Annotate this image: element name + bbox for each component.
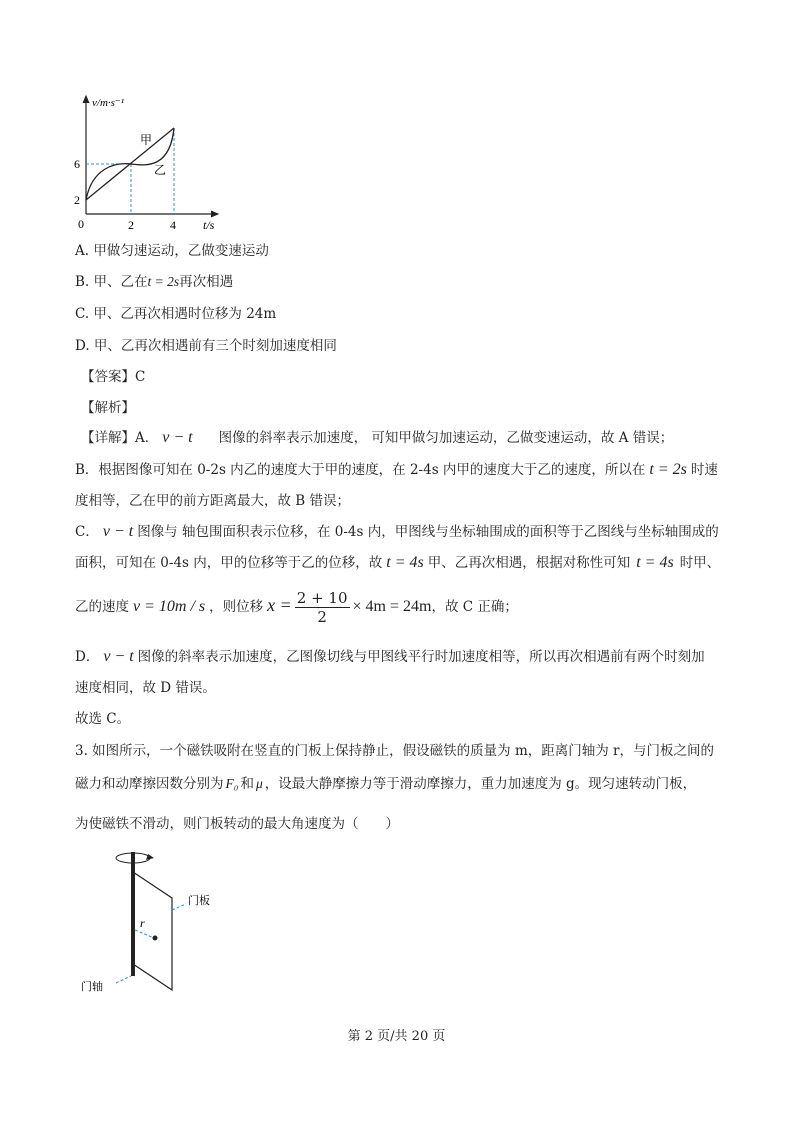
q3-line2: 磁力和动摩擦因数分别为 F₀ 和 μ ，设最大静摩擦力等于滑动摩擦力，重力加速度为 g。现匀速转动门板， [75, 776, 697, 792]
option-d: D. 甲、乙再次相遇前有三个时刻加速度相同 [75, 338, 337, 354]
x-tick-4: 4 [170, 218, 176, 232]
r-label: r [140, 916, 145, 930]
detail-choose: 故选 C。 [75, 711, 131, 727]
detail-c-line2: 面积，可知在 0-4s 内，甲的位移等于乙的位移，故 t = 4s 甲、乙再次相遇，根据对称性可知 t = 4s 时甲、 [75, 554, 721, 571]
origin-label: 0 [78, 217, 84, 231]
detail-b-line2: 度相等，乙在甲的前方距离最大，故 B 错误； [75, 493, 351, 509]
r-dash [135, 930, 154, 938]
answer-value: C [135, 369, 146, 385]
q3-line1: 3. 如图所示，一个磁铁吸附在竖直的门板上保持静止，假设磁铁的质量为 m，距离门轴为 r，与门板之间的 [75, 743, 715, 759]
x-tick-2: 2 [128, 218, 134, 232]
vt-graph [70, 88, 230, 238]
curve-label-jia: 甲 [140, 133, 153, 147]
y-tick-6: 6 [74, 157, 80, 171]
option-c: C. 甲、乙再次相遇时位移为 24m [75, 306, 277, 322]
detail-a: 【详解】A． v − t 图像的斜率表示加速度， 可知甲做匀加速运动，乙做变速运动，故 A 错误； [81, 429, 674, 446]
option-a: A. 甲做匀速运动，乙做变速运动 [75, 243, 269, 259]
x-axis-label: t/s [203, 218, 215, 232]
page-footer: 第 2 页/共 20 页 [347, 1029, 446, 1044]
panel-leader [172, 904, 186, 910]
detail-d-line1: D． v − t 图像的斜率表示加速度，乙图像切线与甲图线平行时加速度相等，所以再次相遇前有两个时刻加 [75, 648, 705, 665]
q3-line3: 为使磁铁不滑动，则门板转动的最大角速度为（ ） [75, 816, 399, 832]
y-tick-2: 2 [74, 193, 80, 207]
detail-b-line1: B．根据图像可知在 0-2s 内乙的速度大于甲的速度，在 2-4s 内甲的速度大于乙的速度，所以在 t = 2s 时速 [75, 461, 718, 478]
curve-label-yi: 乙 [154, 163, 167, 177]
axis-leader [116, 976, 131, 983]
panel-label: 门板 [188, 895, 210, 907]
option-b: B. 甲、乙在t = 2s再次相遇 [75, 274, 234, 290]
fraction: $\frac{2 + 10}{2}$ [296, 589, 348, 626]
detail-c-line1: C． v − t 图像与 轴包围面积表示位移，在 0-4s 内，甲图线与坐标轴围成的面积等于乙图线与坐标轴围成的 [75, 523, 719, 540]
answer-label: 【答案】 [81, 369, 135, 385]
y-axis-label: v/m·s⁻¹ [92, 97, 125, 109]
analysis-label: 【解析】 [81, 400, 135, 416]
door-panel [133, 872, 172, 990]
door-figure [74, 848, 234, 998]
option-b-math: t = 2s [147, 274, 180, 289]
axis-label: 门轴 [81, 981, 103, 993]
detail-c-line3: 乙的速度 v = 10m / s ，则位移 x = $\frac{2 + 10}{2}$ × 4m = 24m，故 C 正确； [75, 589, 518, 626]
answer [81, 367, 145, 387]
detail-d-line2: 速度相同，故 D 错误。 [75, 680, 216, 696]
magnet-dot [153, 936, 158, 941]
